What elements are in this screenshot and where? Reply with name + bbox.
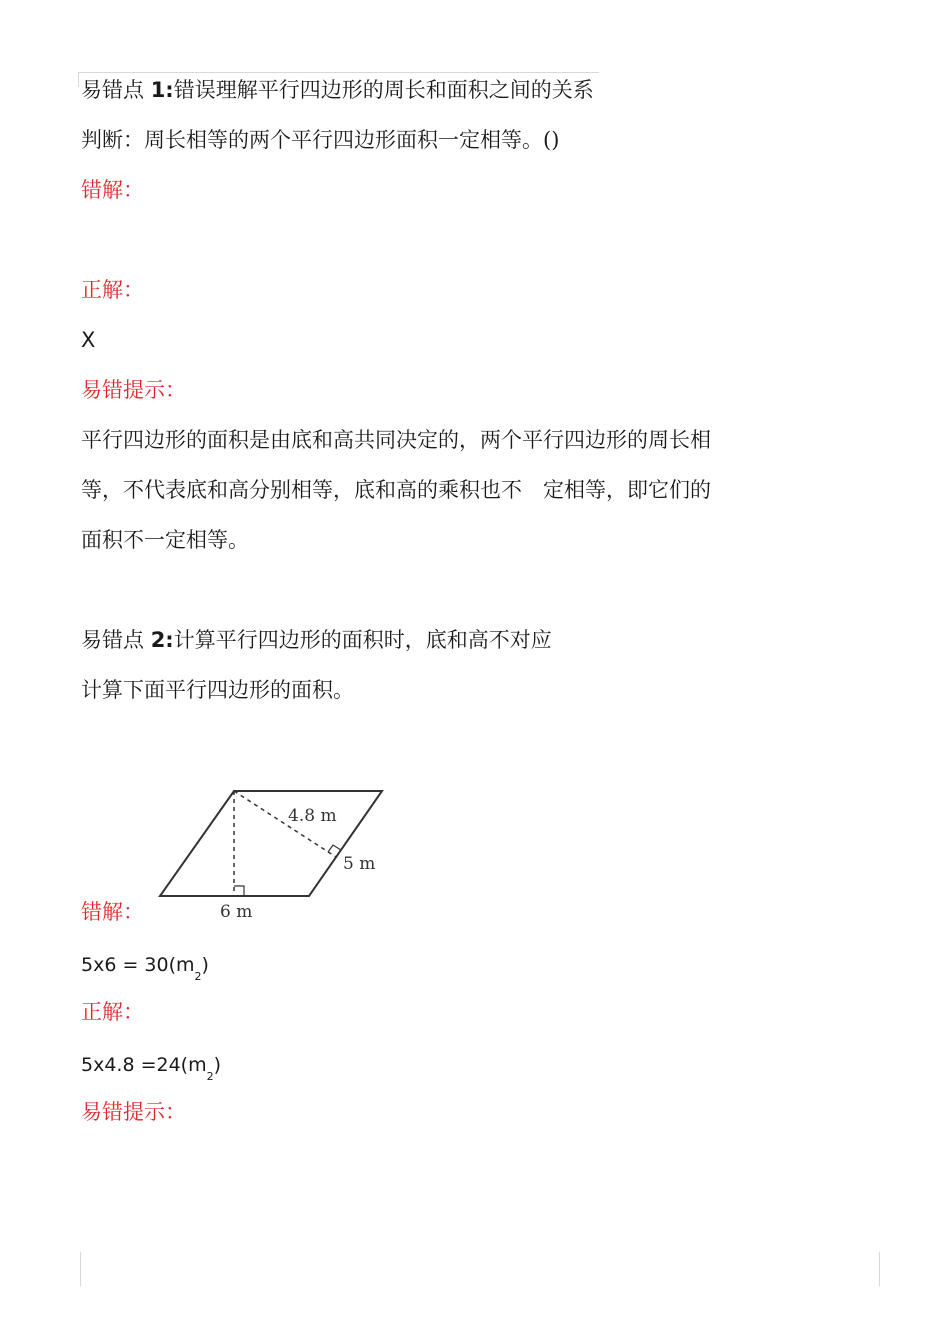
section2-question: 计算下面平行四边形的面积。 (81, 678, 354, 702)
section1-correct-label: 正解： (81, 278, 144, 302)
page-edge-mark-right (879, 1252, 880, 1286)
section2-heading (81, 626, 552, 654)
section1-correct-answer: X (81, 328, 96, 352)
page-edge-mark-left (80, 1252, 81, 1286)
heading-text: 错误理解平行四边形的周长和面积之间的关系 (173, 78, 594, 102)
section2-tip-label: 易错提示： (81, 1100, 186, 1124)
section2-correct-label: 正解： (81, 1000, 144, 1024)
label-side: 5 m (343, 854, 376, 874)
formula-unit-sub: 2 (206, 1070, 214, 1083)
section2-correct-formula (81, 1052, 221, 1081)
parallelogram-diagram (150, 760, 400, 930)
parallelogram-shape (160, 791, 382, 896)
section1-tip-line: 平行四边形的面积是由底和高共同决定的，两个平行四边形的周长相 (81, 428, 711, 452)
label-height: 4.8 m (288, 806, 337, 826)
section1-heading (81, 76, 594, 104)
section1-tip-line: 面积不一定相等。 (81, 528, 249, 552)
section2-wrong-label: 错解： (81, 900, 144, 924)
formula-text: 5x6 = 30(m (81, 954, 195, 976)
heading-prefix: 易错点 (81, 628, 151, 652)
section1-question: 判断：周长相等的两个平行四边形面积一定相等。() (81, 128, 560, 152)
parallelogram-figure (150, 760, 400, 930)
section1-wrong-label: 错解： (81, 178, 144, 202)
formula-close: ) (201, 954, 209, 976)
section2-wrong-formula (81, 952, 209, 981)
heading-number: 2: (150, 628, 174, 652)
right-angle-mark-base (234, 886, 244, 896)
formula-text: 5x4.8 =24(m (81, 1054, 207, 1076)
heading-number: 1: (150, 78, 174, 102)
heading-prefix: 易错点 (81, 78, 151, 102)
formula-close: ) (213, 1054, 222, 1076)
right-angle-mark-side (328, 845, 341, 852)
heading-text: 计算平行四边形的面积时，底和高不对应 (173, 628, 552, 652)
section1-tip-line: 等，不代表底和高分别相等，底和高的乘积也不 定相等，即它们的 (81, 478, 711, 502)
section1-tip-label: 易错提示： (81, 378, 186, 402)
formula-unit-sub: 2 (194, 970, 202, 983)
label-base: 6 m (220, 902, 253, 922)
